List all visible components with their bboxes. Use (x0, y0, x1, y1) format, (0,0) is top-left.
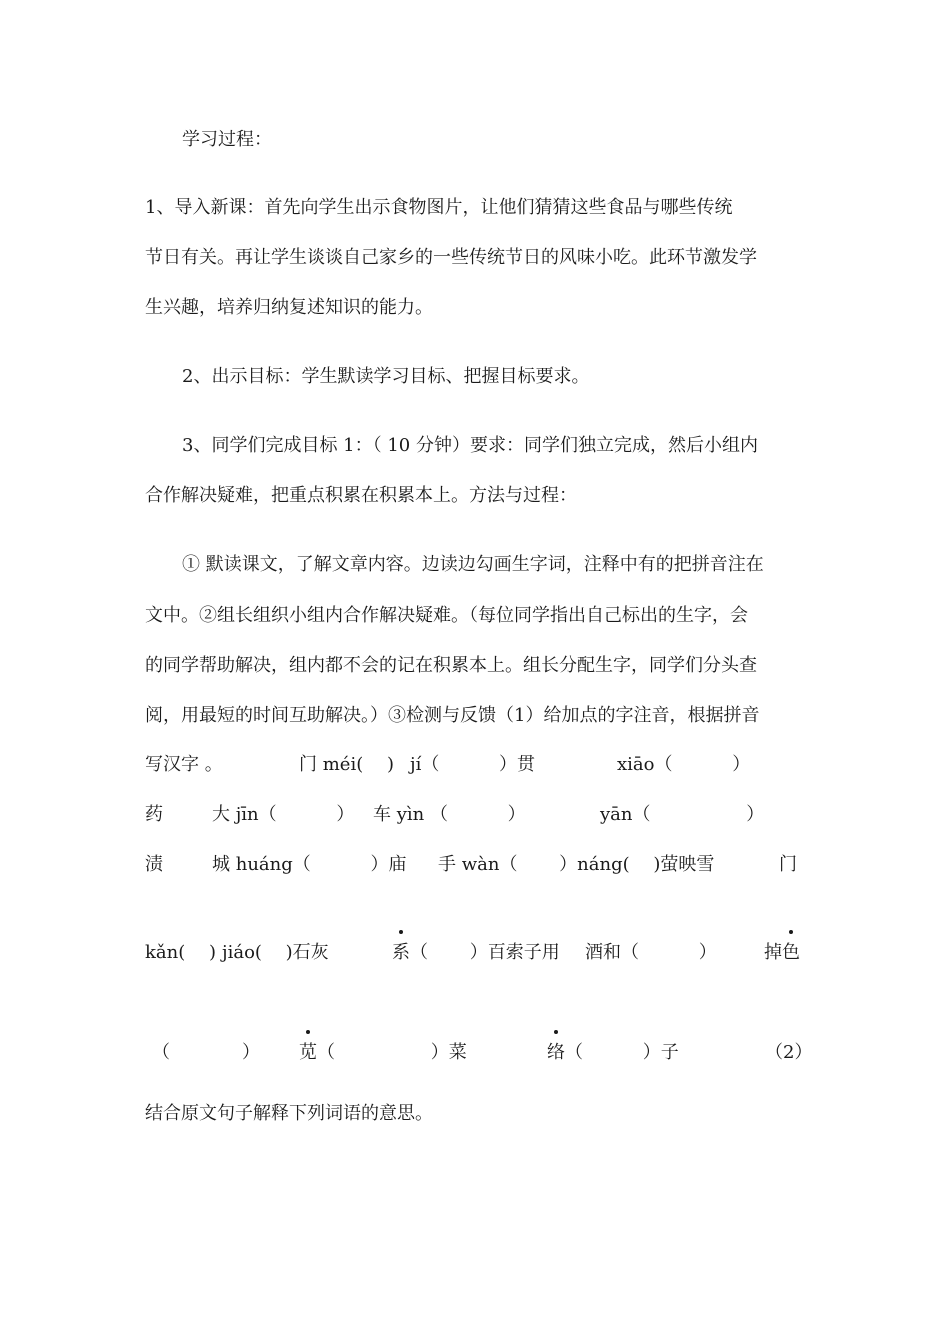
paragraph-3-line-1: 3、同学们完成目标 1：（ 10 分钟）要求：同学们独立完成，然后小组内 (182, 435, 758, 456)
paragraph-1-line-1: 1、导入新课：首先向学生出示食物图片，让他们猜猜这些食品与哪些传统 (145, 197, 733, 218)
exercise-row4-item: 酒 (585, 942, 603, 963)
exercise-row4-item: 掉 (764, 942, 782, 963)
exercise-row4-item: 和（ ） (603, 942, 717, 963)
exercise-row3-item: 渍 (145, 854, 163, 875)
exercise-row2-item: yān（ ） (600, 804, 765, 825)
paragraph-last: 结合原文句子解释下列词语的意思。 (145, 1103, 433, 1124)
exercise-row3-item: 门 (779, 854, 797, 875)
paragraph-1-line-3: 生兴趣，培养归纳复述知识的能力。 (145, 297, 433, 318)
exercise-row5-item: （2） (765, 1042, 813, 1063)
exercise-row2-item: 车 yìn （ ） (373, 804, 526, 825)
exercise-row5-item: （ ）菜 (317, 1042, 467, 1063)
paragraph-2: 2、出示目标：学生默读学习目标、把握目标要求。 (182, 366, 590, 387)
exercise-row1-item: xiāo（ ） (617, 754, 751, 775)
exercise-row1-item: 门 méi( ) (299, 754, 394, 775)
exercise-row5-item: （ ） (152, 1042, 260, 1063)
exercise-row1-item: 写汉字 。 (145, 754, 223, 775)
paragraph-4-line-2: 文中。②组长组织小组内合作解决疑难。（每位同学指出自己标出的生字，会 (145, 605, 748, 626)
exercise-row1-item: jí（ ）贯 (410, 754, 536, 775)
dotted-character: 色 (782, 940, 800, 966)
exercise-row2-item: 大 jīn（ ） (212, 804, 355, 825)
exercise-row5-item: （ ）子 (565, 1042, 679, 1063)
paragraph-4-line-4: 阅，用最短的时间互助解决。）③检测与反馈（1）给加点的字注音，根据拼音 (145, 705, 760, 726)
paragraph-1-line-2: 节日有关。再让学生谈谈自己家乡的一些传统节日的风味小吃。此环节激发学 (145, 247, 757, 268)
exercise-row4-item: jiáo( )石灰 (222, 942, 329, 963)
paragraph-4-line-3: 的同学帮助解决，组内都不会的记在积累本上。组长分配生字，同学们分头查 (145, 655, 757, 676)
exercise-row4-item: kǎn( ) (145, 942, 216, 963)
exercise-row2-item: 药 (145, 804, 163, 825)
dotted-character: 络 (547, 1040, 565, 1066)
exercise-row3-item: 城 huáng（ ）庙 (212, 854, 407, 875)
section-heading: 学习过程： (182, 129, 272, 150)
paragraph-3-line-2: 合作解决疑难，把重点积累在积累本上。方法与过程： (145, 485, 577, 506)
dotted-character: 苋 (299, 1040, 317, 1066)
paragraph-4-line-1: ① 默读课文，了解文章内容。边读边勾画生字词，注释中有的把拼音注在 (182, 554, 764, 575)
exercise-row3-item: 手 wàn（ ）náng( )萤映雪 (438, 854, 715, 875)
dotted-character: 系 (392, 940, 410, 966)
exercise-row4-item: （ ）百索子用 (410, 942, 560, 963)
